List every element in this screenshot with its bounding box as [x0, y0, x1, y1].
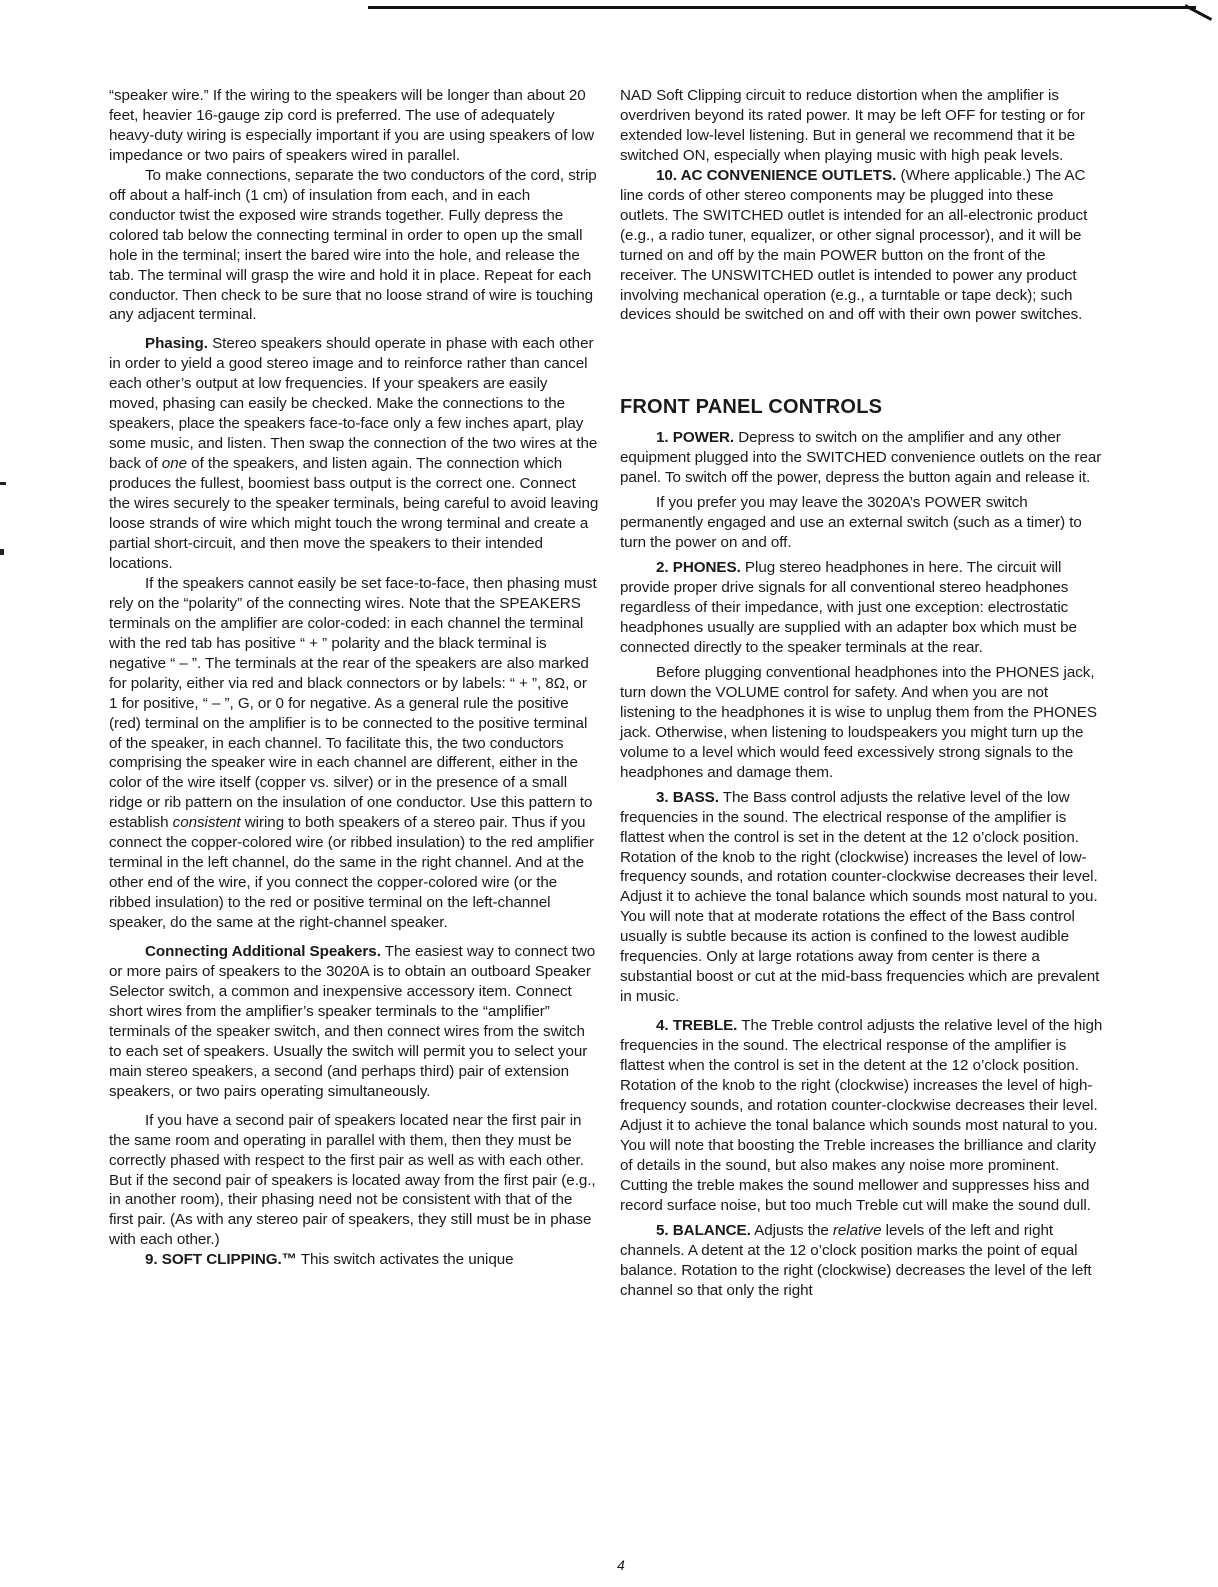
right-column [620, 86, 1104, 1300]
paragraph-text: The Treble control adjusts the relative level of the high frequencies in the sound. The electrical response of the amplifier is flattest when the control is set in the detent at the 12 o’clock position. Rotation of the knob to the right (clockwise) increases the level of high-frequency sounds, and rotation counter-clockwise decreases their level. Adjust it to achieve the tonal balance which sounds most natural to you. You will note that boosting the Treble increases the brilliance and clarity of details in the sound, but also makes any noise more prominent. Cutting the treble makes the sound mellower and suppresses hiss and record surface noise, but too much Treble cut will make the sound dull. [620, 1017, 1103, 1214]
paragraph-text: Depress to switch on the amplifier and any other equipment plugged into the SWITCHED convenience outlets on the rear panel. To switch off the power, depress the button again and release it. [620, 429, 1102, 487]
emphasis: one [161, 455, 187, 473]
phones-paragraph [620, 558, 1104, 658]
scan-mark [0, 482, 6, 485]
section-heading: 1. POWER. [656, 429, 735, 447]
paragraph: “speaker wire.” If the wiring to the speakers will be longer than about 20 feet, heavier 16-gauge zip cord is preferred. The use of adequately heavy-duty wiring is especially important if you are using speakers of low impedance or two pairs of speakers wired in parallel. [109, 87, 595, 164]
top-rule [368, 6, 1196, 9]
paragraph-text: The easiest way to connect two or more pairs of speakers to the 3020A is to obtain an outboard Speaker Selector switch, a common and inexpensive accessory item. Connect short wires from the amplifier’s speaker terminals to the “amplifier” terminals of the speaker switch, and then connect wires from the switch to each set of speakers. Usually the switch will permit you to select your main stereo speakers, a second (and perhaps third) pair of extension speakers, or two pairs operating simultaneously. [109, 943, 596, 1100]
paragraph: Before plugging conventional headphones into the PHONES jack, turn down the VOLUME control for safety. And when you are not listening to the headphones it is wise to unplug them from the PHONES jack. Otherwise, when listening to loudspeakers you might turn up the volume to a level which would feed excessively strong signals to the headphones and damage them. [620, 663, 1097, 781]
ac-outlets-paragraph [620, 166, 1104, 326]
paragraph: If you have a second pair of speakers located near the first pair in the same room and operating in parallel with them, then they must be correctly phased with respect to the first pair as well as with each other. But if the second pair of speakers is located away from the first pair (e.g., in another room), their phasing need not be consistent with that of the first pair. (As with any stereo pair of speakers, they still must be in phase with each other.) [109, 1111, 596, 1249]
section-title: FRONT PANEL CONTROLS [620, 396, 883, 419]
paragraph: To make connections, separate the two conductors of the cord, strip off about a half-inch (1 cm) of insulation from each, and in each conductor twist the exposed wire strands together. Fully depress the colored tab below the connecting terminal in order to open up the small hole in the terminal; insert the bared wire into the hole, and release the tab. The terminal will grasp the wire and hold it in place. Repeat for each conductor. Then check to be sure that no loose strand of wire is touching any adjacent terminal. [109, 166, 597, 324]
section-heading: 2. PHONES. [656, 559, 741, 577]
page-number: 4 [617, 1557, 625, 1573]
paragraph: If you prefer you may leave the 3020A’s POWER switch permanently engaged and use an external switch (such as a timer) to turn the power on and off. [620, 494, 1082, 552]
section-heading: 9. SOFT CLIPPING.™ [145, 1251, 297, 1269]
scan-mark [0, 549, 4, 555]
paragraph-text: This switch activates the unique [296, 1251, 514, 1269]
paragraph: NAD Soft Clipping circuit to reduce distortion when the amplifier is overdriven beyond its rated power. It may be left OFF for testing or for extended low-level listening. But in general we recommend that it be switched ON, especially when playing music with high peak levels. [620, 87, 1085, 164]
paragraph-text: levels of the left and right channels. A detent at the 12 o’clock position marks the point of equal balance. Rotation to the right (clockwise) decreases the level of the left channel so that only the right [620, 1221, 1092, 1299]
section-heading: 3. BASS. [656, 788, 719, 806]
bass-paragraph [620, 788, 1104, 1007]
paragraph-text: If the speakers cannot easily be set face-to-face, then phasing must rely on the “polarity” of the connecting wires. Note that the SPEAKERS terminals on the amplifier are color-coded: in each channel the terminal with the red tab has positive “ + ” polarity and the black terminal is negative “ – ”. The terminals at the rear of the speakers are also marked for polarity, either via red and black connectors or by labels: “ + ”, 8Ω, or 1 for positive, “ – ”, G, or 0 for negative. As a general rule the positive (red) terminal on the amplifier is to be connected to the positive terminal of the speaker, in each channel. To facilitate this, the two conductors comprising the speaker wire in each channel are different, either in the color of the wire itself (copper vs. silver) or in the presence of a small ridge or rib pattern on the insulation of one conductor. Use this pattern to establish [109, 574, 597, 832]
paragraph-text: (Where applicable.) The AC line cords of other stereo components may be plugged into these outlets. The SWITCHED outlet is intended for an all-electronic product (e.g., a radio tuner, equalizer, or other signal processor), and it will be turned on and off by the main POWER button on the front of the receiver. The UNSWITCHED outlet is intended to power any product involving mechanical operation (e.g., a turntable or tape deck); such devices should be switched on and off with their own power switches. [620, 166, 1088, 324]
paragraph-text: Stereo speakers should operate in phase with each other in order to yield a good stereo image and to reinforce rather than cancel each other’s output at low frequencies. If your speakers are easily moved, phasing can easily be checked. Make the connections to the speakers, place the speakers face-to-face only a few inches apart, play some music, and listen. Then swap the connection of the two wires at the back of [109, 335, 598, 473]
section-heading: 4. TREBLE. [656, 1017, 738, 1035]
phasing-paragraph [109, 334, 599, 573]
emphasis: consistent [172, 814, 241, 832]
top-rule-tail [1184, 4, 1212, 21]
balance-paragraph [620, 1221, 1104, 1301]
section-heading: 5. BALANCE. [656, 1221, 751, 1239]
soft-clipping-paragraph [109, 1250, 599, 1270]
section-heading: 10. AC CONVENIENCE OUTLETS. [656, 166, 897, 184]
treble-paragraph [620, 1016, 1104, 1216]
section-heading: Phasing. [145, 335, 208, 353]
paragraph-text: Plug stereo headphones in here. The circuit will provide proper drive signals for all conventional stereo headphones regardless of their impedance, with just one exception: electrostatic headphones usually are supplied with an adapter box which must be connected directly to the speaker terminals at the rear. [620, 559, 1077, 656]
emphasis: relative [832, 1221, 882, 1239]
paragraph-text: The Bass control adjusts the relative level of the low frequencies in the sound. The electrical response of the amplifier is flattest when the control is set in the detent at the 12 o’clock position. Rotation of the knob to the right (clockwise) increases the level of low-frequency sounds, and rotation counter-clockwise decreases their level. Adjust it to achieve the tonal balance which sounds most natural to you. You will note that at moderate rotations the effect of the Bass control usually is subtle because its action is confined to the lowest audible frequencies. Only at large rotations away from center is there a substantial boost or cut at the mid-bass frequencies which are prevalent in music. [620, 788, 1100, 1006]
power-paragraph [620, 428, 1104, 488]
left-column [109, 86, 599, 1270]
paragraph-text: of the speakers, and listen again. The connection which produces the fullest, boomiest bass output is the correct one. Connect the wires securely to the speaker terminals, being careful to avoid leaving loose strands of wire which might touch the wrong terminal and create a partial short-circuit, and then move the speakers to their intended locations. [109, 455, 599, 572]
paragraph-text: wiring to both speakers of a stereo pair. Thus if you connect the copper-colored wire (or ribbed insulation) to the red amplifier terminal in the left channel, do the same in the right channel. And at the other end of the wire, if you connect the copper-colored wire (or the ribbed insulation) to the red or positive terminal on the left-channel speaker, do the same at the right-channel speaker. [109, 814, 595, 932]
section-heading: Connecting Additional Speakers. [145, 943, 381, 961]
additional-speakers-paragraph [109, 942, 599, 1102]
polarity-paragraph [109, 574, 599, 933]
paragraph-text: Adjusts the [750, 1221, 833, 1239]
